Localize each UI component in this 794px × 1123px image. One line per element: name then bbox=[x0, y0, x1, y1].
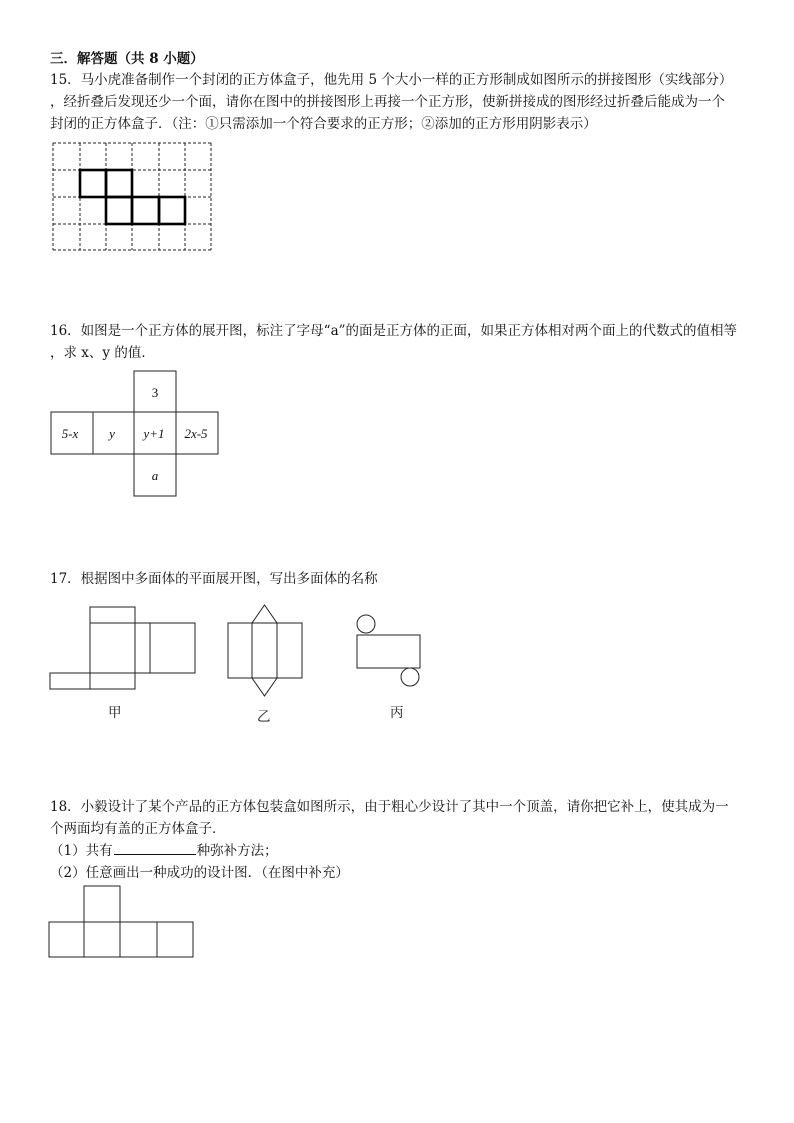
q16-cube-net bbox=[50, 370, 222, 500]
q16-line1: 16．如图是一个正方体的展开图，标注了字母“a”的面是正方体的正面，如果正方体相对两个面上的代数式的值相等 bbox=[50, 323, 738, 339]
cell-text-left2: y bbox=[109, 426, 115, 441]
q17-label-a: 甲 bbox=[108, 705, 122, 721]
q18-sub1 bbox=[50, 840, 278, 862]
section-title: 三．解答题（共 8 小题） bbox=[50, 51, 204, 67]
q15-grid-figure bbox=[50, 140, 220, 255]
q17-line1: 17．根据图中多面体的平面展开图，写出多面体的名称 bbox=[50, 571, 378, 587]
q18-sub1-prefix: （1）共有 bbox=[50, 843, 113, 859]
q18-box-net bbox=[47, 884, 197, 960]
solid-net-squares bbox=[80, 170, 185, 224]
q17-net-c bbox=[355, 612, 425, 690]
cell-text-center: y+1 bbox=[143, 426, 165, 441]
q15-line1: 15．马小虎准备制作一个封闭的正方体盒子，他先用 5 个大小一样的正方形制成如图所示的拼接图形（实线部分） bbox=[50, 72, 733, 88]
q18-line2: 个两面均有盖的正方体盒子． bbox=[50, 821, 226, 837]
q17-label-c: 丙 bbox=[390, 705, 404, 721]
answer-blank[interactable] bbox=[114, 840, 196, 855]
q18-sub2: （2）任意画出一种成功的设计图．（在图中补充） bbox=[50, 865, 349, 881]
cell-text-top: 3 bbox=[151, 385, 159, 400]
q17-net-a bbox=[48, 604, 200, 694]
cell-text-right: 2x-5 bbox=[184, 426, 208, 441]
cell-text-bottom: a bbox=[151, 468, 159, 483]
q18-line1: 18．小毅设计了某个产品的正方体包装盒如图所示，由于粗心少设计了其中一个顶盖，请你把它补上，使其成为一 bbox=[50, 799, 729, 815]
q16-line2: ，求 x、y 的值． bbox=[50, 345, 155, 361]
q17-label-b: 乙 bbox=[257, 709, 271, 725]
q18-sub1-suffix: 种弥补方法； bbox=[196, 843, 278, 859]
q15-line3: 封闭的正方体盒子．（注：①只需添加一个符合要求的正方形；②添加的正方形用阴影表示） bbox=[50, 116, 597, 132]
cell-text-left1: 5-x bbox=[61, 426, 79, 441]
q17-net-b bbox=[226, 603, 306, 700]
q15-line2: ，经折叠后发现还少一个面，请你在图中的拼接图形上再接一个正方形，使新拼接成的图形经过折叠后能成为一个 bbox=[50, 94, 725, 110]
